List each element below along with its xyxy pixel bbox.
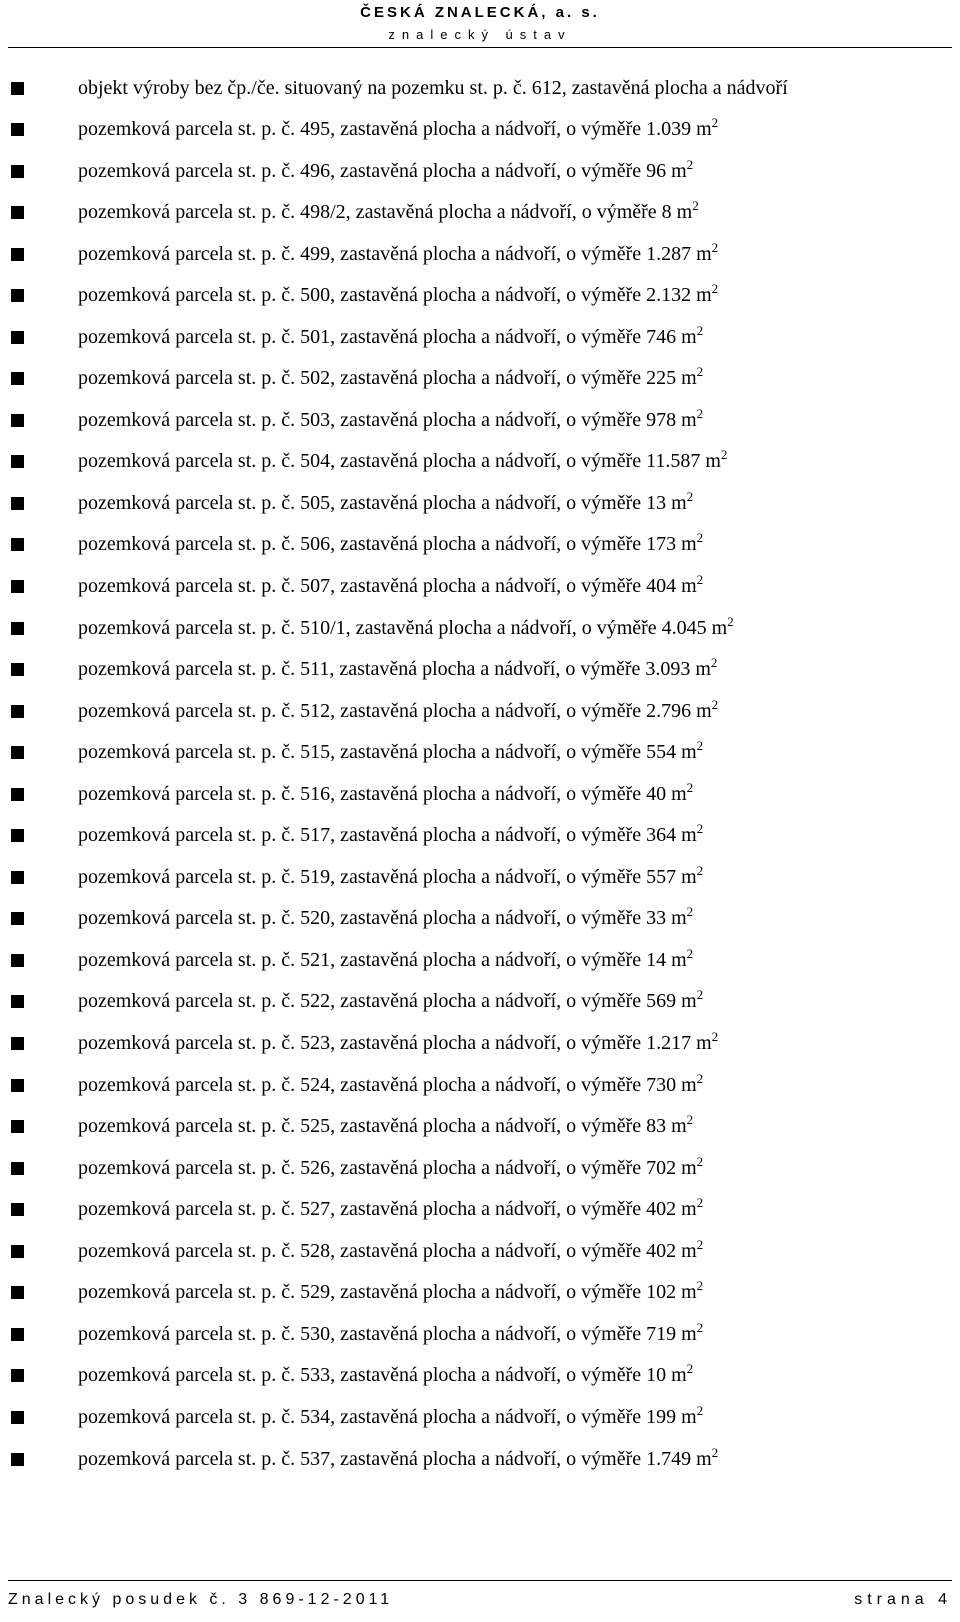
list-item <box>0 571 960 601</box>
list-item <box>0 1194 960 1224</box>
area-unit-superscript: 2 <box>696 862 704 878</box>
square-bullet-icon <box>11 538 24 551</box>
square-bullet-icon <box>11 372 24 385</box>
item-text: pozemková parcela st. p. č. 516, zastavěná plocha a nádvoří, o výměře 40 m <box>78 782 687 805</box>
area-unit-superscript: 2 <box>696 1278 704 1294</box>
item-text: pozemková parcela st. p. č. 503, zastavěná plocha a nádvoří, o výměře 978 m <box>78 408 697 431</box>
square-bullet-icon <box>11 788 24 801</box>
list-item <box>0 197 960 227</box>
item-text: pozemková parcela st. p. č. 533, zastavěná plocha a nádvoří, o výměře 10 m <box>78 1364 687 1387</box>
item-text: pozemková parcela st. p. č. 523, zastavěná plocha a nádvoří, o výměře 1.217 m <box>78 1032 712 1055</box>
item-text: pozemková parcela st. p. č. 495, zastavěná plocha a nádvoří, o výměře 1.039 m <box>78 118 712 140</box>
area-unit-superscript: 2 <box>696 821 704 837</box>
item-text: pozemková parcela st. p. č. 525, zastavěná plocha a nádvoří, o výměře 83 m <box>78 1115 687 1138</box>
item-text: pozemková parcela st. p. č. 530, zastavěná plocha a nádvoří, o výměře 719 m <box>78 1322 697 1345</box>
item-text: pozemková parcela st. p. č. 498/2, zastavěná plocha a nádvoří, o výměře 8 m <box>78 201 693 224</box>
list-item <box>0 156 960 186</box>
area-unit-superscript: 2 <box>696 1195 704 1211</box>
list-item <box>0 737 960 767</box>
page-number: strana 4 <box>854 1591 952 1608</box>
report-number: Znalecký posudek č. 3 869-12-2011 <box>8 1591 394 1608</box>
list-item <box>0 405 960 435</box>
area-unit-superscript: 2 <box>711 1444 719 1460</box>
list-item <box>0 613 960 643</box>
list-item <box>0 446 960 476</box>
area-unit-superscript: 2 <box>696 572 704 588</box>
area-unit-superscript: 2 <box>711 696 719 712</box>
square-bullet-icon <box>11 663 24 676</box>
square-bullet-icon <box>11 871 24 884</box>
list-item <box>0 1028 960 1058</box>
area-unit-superscript: 2 <box>696 1319 704 1335</box>
list-item <box>0 1277 960 1307</box>
company-name: ČESKÁ ZNALECKÁ, a. s. <box>360 4 600 21</box>
item-text: pozemková parcela st. p. č. 529, zastavěná plocha a nádvoří, o výměře 102 m <box>78 1281 697 1304</box>
area-unit-superscript: 2 <box>711 281 719 297</box>
list-item <box>0 986 960 1016</box>
list-item <box>0 1402 960 1432</box>
item-text: pozemková parcela st. p. č. 524, zastavěná plocha a nádvoří, o výměře 730 m <box>78 1073 697 1096</box>
item-text: pozemková parcela st. p. č. 504, zastavěná plocha a nádvoří, o výměře 11.587 m <box>78 450 721 473</box>
item-text: pozemková parcela st. p. č. 505, zastavěná plocha a nádvoří, o výměře 13 m <box>78 491 687 514</box>
header-divider <box>8 47 952 48</box>
area-unit-superscript: 2 <box>696 322 704 338</box>
area-unit-superscript: 2 <box>711 239 719 255</box>
list-item <box>0 488 960 518</box>
item-text: pozemková parcela st. p. č. 527, zastavěná plocha a nádvoří, o výměře 402 m <box>78 1198 697 1221</box>
area-unit-superscript: 2 <box>727 613 734 629</box>
area-unit-superscript: 2 <box>720 447 728 463</box>
square-bullet-icon <box>11 1037 24 1050</box>
company-subtitle: znalecký ústav <box>388 27 572 42</box>
list-item <box>0 1319 960 1349</box>
item-text: pozemková parcela st. p. č. 522, zastavěná plocha a nádvoří, o výměře 569 m <box>78 990 697 1013</box>
area-unit-superscript: 2 <box>686 945 694 961</box>
area-unit-superscript: 2 <box>686 1112 694 1128</box>
item-text: pozemková parcela st. p. č. 521, zastavěná plocha a nádvoří, o výměře 14 m <box>78 948 687 971</box>
list-item <box>0 654 960 684</box>
list-item <box>0 322 960 352</box>
square-bullet-icon <box>11 1453 24 1466</box>
item-text: pozemková parcela st. p. č. 507, zastavěná plocha a nádvoří, o výměře 404 m <box>78 575 697 598</box>
area-unit-superscript: 2 <box>696 1236 704 1252</box>
square-bullet-icon <box>11 414 24 427</box>
area-unit-superscript: 2 <box>696 364 704 380</box>
area-unit-superscript: 2 <box>711 1029 719 1045</box>
item-text: pozemková parcela st. p. č. 506, zastavěná plocha a nádvoří, o výměře 173 m <box>78 533 697 556</box>
square-bullet-icon <box>11 1286 24 1299</box>
item-text: pozemková parcela st. p. č. 502, zastavěná plocha a nádvoří, o výměře 225 m <box>78 367 697 390</box>
item-text: pozemková parcela st. p. č. 515, zastavěná plocha a nádvoří, o výměře 554 m <box>78 741 697 764</box>
square-bullet-icon <box>11 705 24 718</box>
area-unit-superscript: 2 <box>710 655 718 671</box>
square-bullet-icon <box>11 1411 24 1424</box>
square-bullet-icon <box>11 123 24 136</box>
square-bullet-icon <box>11 580 24 593</box>
item-text: pozemková parcela st. p. č. 510/1, zastavěná plocha a nádvoří, o výměře 4.045 m <box>78 616 728 639</box>
list-item <box>0 862 960 892</box>
area-unit-superscript: 2 <box>696 738 704 754</box>
square-bullet-icon <box>11 331 24 344</box>
area-unit-superscript: 2 <box>696 405 704 421</box>
list-item <box>0 1444 960 1474</box>
list-item <box>0 945 960 975</box>
item-text: pozemková parcela st. p. č. 526, zastavěná plocha a nádvoří, o výměře 702 m <box>78 1156 697 1179</box>
square-bullet-icon <box>11 165 24 178</box>
square-bullet-icon <box>11 1369 24 1382</box>
list-item <box>0 280 960 310</box>
square-bullet-icon <box>11 1328 24 1341</box>
list-item <box>0 820 960 850</box>
item-text: pozemková parcela st. p. č. 534, zastavěná plocha a nádvoří, o výměře 199 m <box>78 1405 697 1428</box>
area-unit-superscript: 2 <box>686 156 694 172</box>
property-list <box>0 74 960 1485</box>
item-text: objekt výroby bez čp./če. situovaný na pozemku st. p. č. 612, zastavěná plocha a nádvoří <box>78 77 788 99</box>
square-bullet-icon <box>11 1120 24 1133</box>
square-bullet-icon <box>11 829 24 842</box>
square-bullet-icon <box>11 912 24 925</box>
page-header <box>0 4 960 44</box>
list-item <box>0 1070 960 1100</box>
square-bullet-icon <box>11 746 24 759</box>
area-unit-superscript: 2 <box>686 1361 694 1377</box>
area-unit-superscript: 2 <box>696 1070 704 1086</box>
square-bullet-icon <box>11 206 24 219</box>
item-text: pozemková parcela st. p. č. 537, zastavěná plocha a nádvoří, o výměře 1.749 m <box>78 1447 712 1470</box>
item-text: pozemková parcela st. p. č. 496, zastavěná plocha a nádvoří, o výměře 96 m <box>78 159 687 182</box>
item-text: pozemková parcela st. p. č. 528, zastavěná plocha a nádvoří, o výměře 402 m <box>78 1239 697 1262</box>
item-text: pozemková parcela st. p. č. 517, zastavěná plocha a nádvoří, o výměře 364 m <box>78 824 697 847</box>
item-text: pozemková parcela st. p. č. 520, zastavěná plocha a nádvoří, o výměře 33 m <box>78 907 687 930</box>
area-unit-superscript: 2 <box>686 904 694 920</box>
list-item <box>0 363 960 393</box>
square-bullet-icon <box>11 1079 24 1092</box>
footer-divider <box>8 1580 952 1581</box>
square-bullet-icon <box>11 1203 24 1216</box>
item-text: pozemková parcela st. p. č. 500, zastavěná plocha a nádvoří, o výměře 2.132 m <box>78 284 712 307</box>
list-item <box>0 1153 960 1183</box>
area-unit-superscript: 2 <box>696 530 704 546</box>
area-unit-superscript: 2 <box>696 987 704 1003</box>
square-bullet-icon <box>11 82 24 95</box>
item-text: pozemková parcela st. p. č. 499, zastavěná plocha a nádvoří, o výměře 1.287 m <box>78 242 712 265</box>
item-text: pozemková parcela st. p. č. 519, zastavěná plocha a nádvoří, o výměře 557 m <box>78 865 697 888</box>
area-unit-superscript: 2 <box>692 198 699 214</box>
area-unit-superscript: 2 <box>696 1153 704 1169</box>
square-bullet-icon <box>11 455 24 468</box>
square-bullet-icon <box>11 497 24 510</box>
list-item <box>0 114 960 144</box>
area-unit-superscript: 2 <box>686 779 694 795</box>
square-bullet-icon <box>11 954 24 967</box>
square-bullet-icon <box>11 248 24 261</box>
square-bullet-icon <box>11 1162 24 1175</box>
list-item <box>0 1360 960 1390</box>
area-unit-superscript: 2 <box>711 115 719 130</box>
area-unit-superscript: 2 <box>696 1402 704 1418</box>
list-item <box>0 779 960 809</box>
square-bullet-icon <box>11 995 24 1008</box>
item-text: pozemková parcela st. p. č. 511, zastavěná plocha a nádvoří, o výměře 3.093 m <box>78 658 711 681</box>
list-item <box>0 239 960 269</box>
square-bullet-icon <box>11 622 24 635</box>
list-item <box>0 74 960 102</box>
list-item <box>0 529 960 559</box>
square-bullet-icon <box>11 1245 24 1258</box>
item-text: pozemková parcela st. p. č. 501, zastavěná plocha a nádvoří, o výměře 746 m <box>78 325 697 348</box>
list-item <box>0 1111 960 1141</box>
area-unit-superscript: 2 <box>686 488 694 504</box>
item-text: pozemková parcela st. p. č. 512, zastavěná plocha a nádvoří, o výměře 2.796 m <box>78 699 712 722</box>
list-item <box>0 1236 960 1266</box>
list-item <box>0 903 960 933</box>
list-item <box>0 696 960 726</box>
square-bullet-icon <box>11 289 24 302</box>
